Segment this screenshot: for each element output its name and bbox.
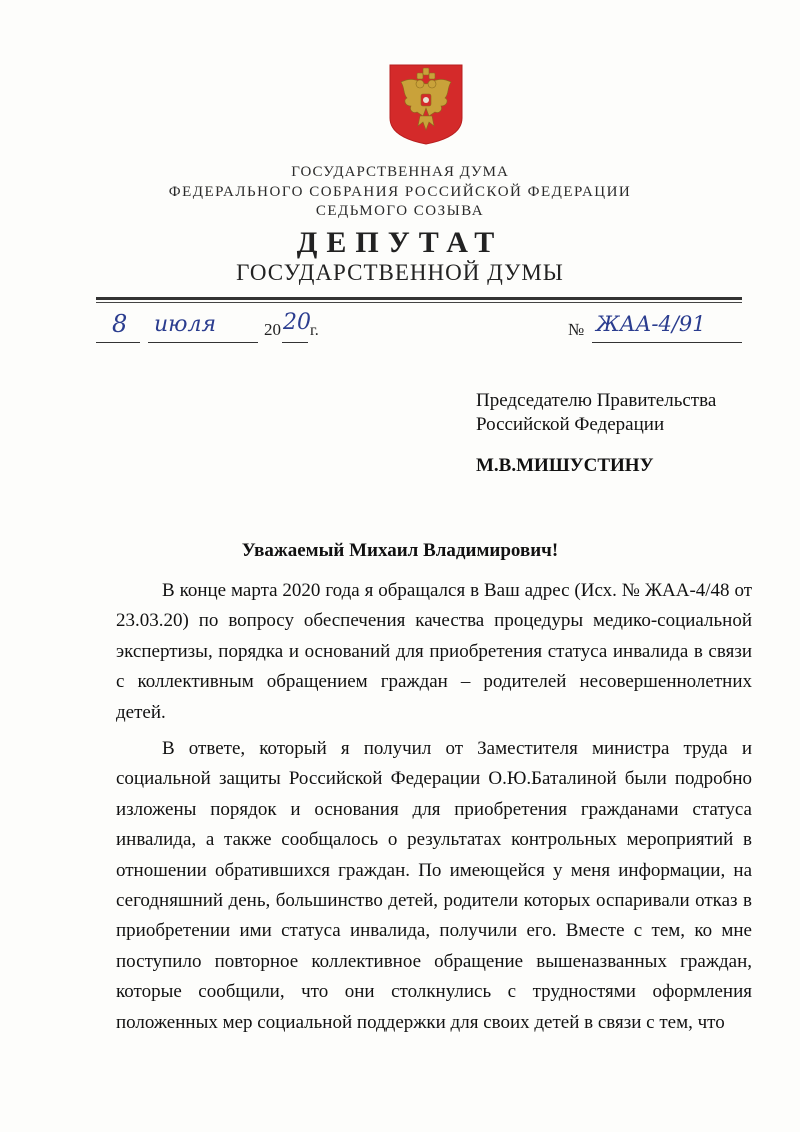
addressee-position-line2: Российской Федерации [476, 414, 665, 435]
letterhead-subtitle: ГОСУДАРСТВЕННОЙ ДУМЫ [236, 260, 564, 285]
date-year-abbr: г. [310, 322, 319, 339]
date-year-underline [282, 342, 308, 343]
date-year-prefix: 20 [264, 320, 281, 339]
salutation: Уважаемый Михаил Владимирович! [241, 540, 559, 561]
number-underline [592, 342, 742, 343]
org-name-line1: ГОСУДАРСТВЕННАЯ ДУМА [291, 164, 509, 180]
russian-coat-of-arms-icon [387, 62, 465, 146]
addressee-name: М.В.МИШУСТИНУ [476, 455, 654, 476]
org-name-line3: СЕДЬМОГО СОЗЫВА [315, 203, 485, 219]
letter-paragraph-2 [116, 734, 752, 1038]
date-month: июля [154, 312, 217, 337]
date-year-suffix: 20 [283, 310, 311, 335]
paragraph-text: В конце марта 2020 года я обращался в Ваш адрес (Исх. № ЖАА-4/48 от 23.03.20) по вопросу обеспечения качества процедуры медико-социальной экспертизы, порядка и оснований для приобретения статуса инвалида в связи с коллективным обращением граждан – родителей несовершеннолетних детей. [116, 580, 752, 723]
org-name-line2: ФЕДЕРАЛЬНОГО СОБРАНИЯ РОССИЙСКОЙ ФЕДЕРАЦИИ [168, 184, 632, 200]
date-day: 8 [112, 310, 128, 338]
number-sign: № [568, 320, 585, 339]
date-field [96, 310, 346, 346]
paragraph-text: В ответе, который я получил от Заместителя министра труда и социальной защиты Российской Федерации О.Ю.Баталиной были подробно изложены порядок и основания для приобретения гражданами статуса инвалида, а также сообщалось о результатах контрольных мероприятий в отношении обратившихся граждан. По имеющейся у меня информации, на сегодняшний день, большинство детей, родители которых оспаривали отказ в приобретении ими статуса инвалида, получили его. Вместе с тем, ко мне поступило повторное коллективное обращение вышеназванных граждан, которые сообщили, что они столкнулись с трудностями оформления положенных мер социальной поддержки для своих детей в связи с тем, что [116, 738, 752, 1033]
header-divider-thin [96, 302, 742, 303]
outgoing-number: ЖАА-4/91 [596, 312, 706, 336]
outgoing-number-field [568, 310, 744, 346]
addressee-position-line1: Председателю Правительства [476, 390, 717, 411]
letter-paragraph-1 [116, 576, 752, 728]
date-month-underline [148, 342, 258, 343]
letterhead-title: ДЕПУТАТ [296, 226, 504, 259]
header-divider-thick [96, 297, 742, 300]
date-day-underline [96, 342, 140, 343]
